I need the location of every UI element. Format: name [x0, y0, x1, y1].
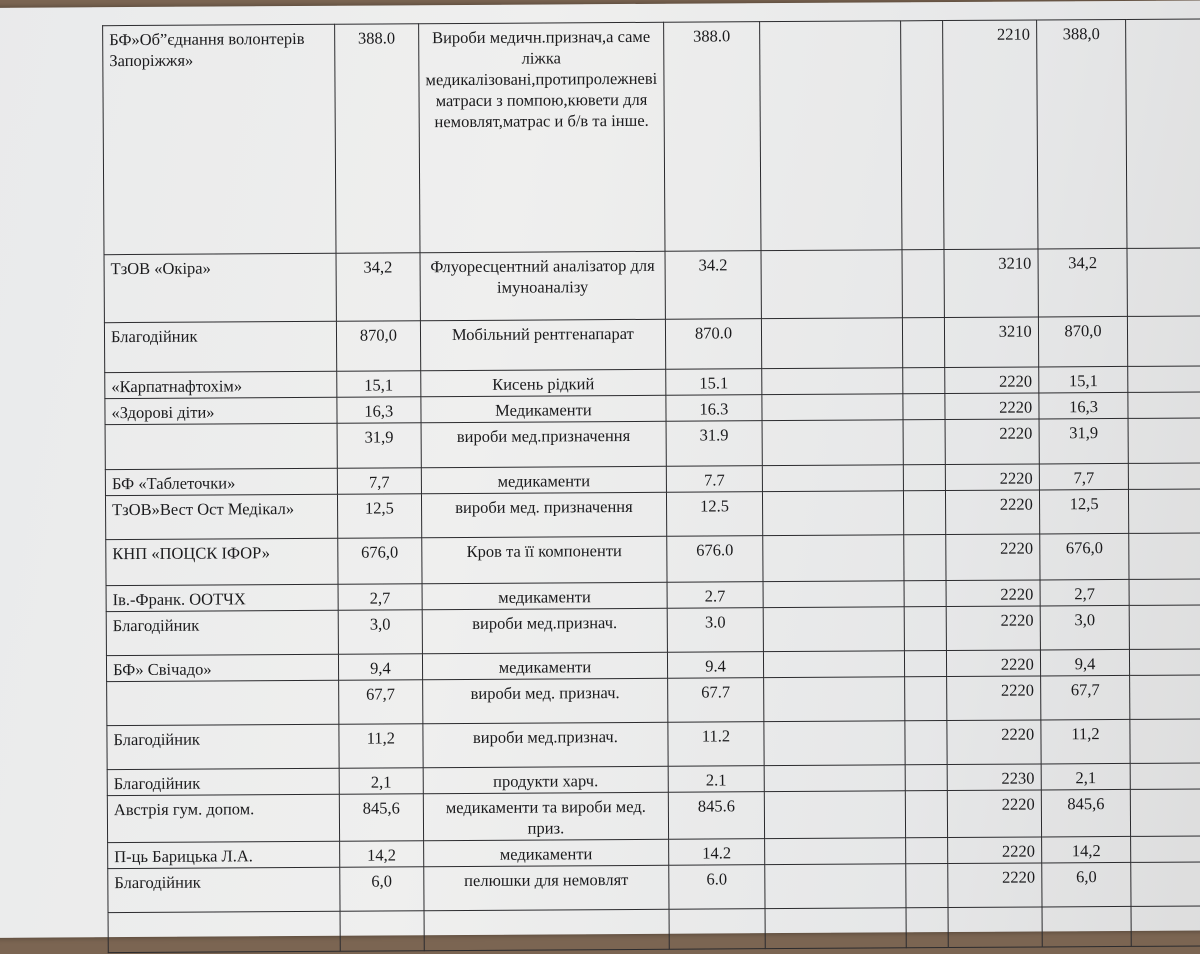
empty-cell — [1130, 719, 1200, 764]
description-cell: вироби мед. призначення — [422, 492, 667, 537]
empty-cell — [1127, 248, 1200, 317]
value-cell: 870.0 — [665, 319, 762, 370]
table-row — [105, 418, 1200, 470]
empty-cell — [761, 250, 903, 319]
amount-cell: 31,9 — [1039, 418, 1129, 464]
expense-code-cell: 2220 — [947, 720, 1041, 765]
amount-cell: 9,4 — [1040, 649, 1130, 676]
description-cell: Кров та її компоненти — [422, 536, 667, 583]
donor-name-cell: П-ць Барицька Л.А. — [108, 841, 340, 868]
value-cell: 67.7 — [667, 678, 764, 723]
expense-code-cell: 2220 — [947, 790, 1041, 838]
donor-name-cell: Благодійник — [107, 768, 339, 795]
description-cell: продукти харч. — [423, 766, 668, 793]
received-sum-cell: 6,0 — [339, 867, 424, 912]
empty-cell — [1131, 906, 1200, 947]
value-cell: 12.5 — [666, 492, 763, 537]
donor-name-cell: КНП «ПОЦСК ІФОР» — [106, 538, 338, 585]
value-cell: 16.3 — [666, 395, 763, 422]
value-cell: 34.2 — [665, 251, 762, 320]
empty-cell — [905, 721, 947, 765]
value-cell — [669, 909, 766, 950]
empty-cell — [763, 607, 904, 652]
value-cell: 2.7 — [667, 582, 764, 609]
expense-code-cell: 2230 — [947, 764, 1041, 791]
value-cell: 15.1 — [665, 369, 762, 396]
empty-cell — [906, 864, 948, 908]
amount-cell — [1042, 906, 1132, 947]
description-cell: вироби мед.признач. — [423, 722, 668, 767]
empty-cell — [904, 491, 946, 535]
empty-cell — [1130, 763, 1200, 790]
description-cell: Кисень рідкий — [421, 369, 666, 396]
donor-name-cell: «Карпатнафтохім» — [105, 371, 337, 398]
empty-cell — [1131, 836, 1200, 863]
value-cell: 14.2 — [668, 839, 765, 866]
expense-code-cell: 2220 — [944, 367, 1038, 394]
empty-cell — [1131, 789, 1200, 837]
empty-cell — [763, 581, 904, 608]
amount-cell: 34,2 — [1038, 248, 1128, 317]
received-sum-cell: 870,0 — [336, 321, 421, 372]
description-cell — [424, 909, 669, 950]
empty-cell — [904, 465, 946, 491]
donor-name-cell — [108, 911, 340, 952]
empty-cell — [762, 318, 903, 369]
empty-cell — [1128, 366, 1200, 393]
received-sum-cell: 676,0 — [337, 538, 422, 585]
description-cell: медикаменти — [421, 466, 666, 493]
empty-cell — [765, 864, 906, 909]
expense-code-cell: 3210 — [944, 249, 1039, 318]
value-cell: 2.1 — [668, 766, 765, 793]
amount-cell: 3,0 — [1040, 605, 1130, 650]
empty-cell — [903, 420, 945, 465]
value-cell: 9.4 — [667, 652, 764, 679]
amount-cell: 15,1 — [1038, 366, 1128, 393]
empty-cell — [905, 765, 947, 791]
empty-cell — [765, 908, 906, 949]
donor-name-cell: БФ» Свічадо» — [106, 654, 338, 681]
empty-cell — [764, 721, 905, 766]
description-cell: медикаменти — [423, 652, 668, 679]
empty-cell — [764, 651, 905, 678]
expense-code-cell: 2220 — [945, 490, 1039, 535]
description-cell: вироби мед.призначення — [421, 421, 666, 467]
expense-code-cell: 2220 — [946, 606, 1040, 651]
empty-cell — [901, 21, 944, 250]
description-cell: пелюшки для немовлят — [424, 865, 669, 910]
received-sum-cell: 12,5 — [337, 494, 422, 539]
donor-name-cell: Благодійник — [106, 610, 338, 655]
received-sum-cell: 845,6 — [339, 794, 424, 842]
donor-name-cell: Благодійник — [104, 321, 336, 372]
empty-cell — [904, 535, 946, 581]
received-sum-cell: 2,7 — [338, 584, 423, 611]
expense-code-cell: 2220 — [946, 676, 1040, 721]
empty-cell — [905, 677, 947, 721]
received-sum-cell: 7,7 — [337, 468, 422, 495]
received-sum-cell: 3,0 — [338, 610, 423, 655]
amount-cell: 388,0 — [1036, 19, 1127, 249]
empty-cell — [1128, 392, 1200, 419]
value-cell: 7.7 — [666, 466, 763, 493]
description-cell: Флуоресцентний аналізатор для імуноаналізу — [420, 251, 665, 320]
empty-cell — [905, 651, 947, 677]
amount-cell: 14,2 — [1041, 836, 1131, 863]
table-row — [107, 719, 1200, 770]
donor-name-cell: ТзОВ»Вест Ост Медікал» — [105, 494, 337, 539]
received-sum-cell: 2,1 — [339, 768, 424, 795]
expense-code-cell: 2220 — [946, 650, 1040, 677]
expense-code-cell: 2220 — [946, 580, 1040, 607]
received-sum-cell — [340, 911, 425, 952]
empty-cell — [762, 420, 903, 466]
amount-cell: 845,6 — [1041, 789, 1131, 837]
donor-name-cell: БФ «Таблеточки» — [105, 468, 337, 495]
table-row — [104, 248, 1200, 323]
empty-cell — [764, 677, 905, 722]
value-cell: 31.9 — [666, 421, 763, 467]
empty-cell — [762, 394, 903, 421]
empty-cell — [765, 838, 906, 865]
value-cell: 3.0 — [667, 608, 764, 653]
received-sum-cell: 34,2 — [336, 253, 421, 322]
empty-cell — [1130, 675, 1200, 720]
empty-cell — [906, 908, 948, 948]
table-row — [107, 789, 1200, 843]
donor-name-cell: Ів.-Франк. ООТЧХ — [106, 584, 338, 611]
amount-cell: 16,3 — [1039, 392, 1129, 419]
table-body — [103, 19, 1200, 953]
received-sum-cell: 11,2 — [339, 724, 424, 769]
table-row — [104, 316, 1200, 373]
received-sum-cell: 14,2 — [339, 841, 424, 868]
amount-cell: 11,2 — [1041, 719, 1131, 764]
empty-cell — [1129, 579, 1200, 606]
empty-cell — [1126, 19, 1200, 249]
table-row — [105, 489, 1200, 540]
empty-cell — [762, 368, 903, 395]
expense-code-cell: 2220 — [945, 393, 1039, 420]
expense-code-cell: 2220 — [945, 419, 1039, 465]
empty-cell — [764, 791, 905, 839]
received-sum-cell: 388.0 — [334, 24, 420, 254]
donor-name-cell: Австрія гум. допом. — [107, 794, 339, 842]
donations-table — [102, 18, 1200, 953]
description-cell: Медикаменти — [421, 395, 666, 422]
description-cell: Вироби медичн.признач,а саме ліжка медикалізовані,протипролежневі матраси з помпою,кювети для немовлят,матрас и б/в та інше. — [419, 22, 665, 252]
table-row — [106, 533, 1200, 586]
empty-cell — [763, 535, 904, 582]
donor-name-cell: Благодійник — [107, 724, 339, 769]
amount-cell: 12,5 — [1039, 489, 1129, 534]
empty-cell — [763, 491, 904, 536]
expense-code-cell: 2220 — [945, 534, 1039, 581]
empty-cell — [904, 581, 946, 607]
description-cell: Мобільний рентгенапарат — [420, 319, 665, 370]
amount-cell: 67,7 — [1040, 675, 1130, 720]
expense-code-cell: 2220 — [945, 464, 1039, 491]
expense-code-cell: 2220 — [947, 863, 1041, 908]
amount-cell: 870,0 — [1038, 316, 1128, 367]
donor-name-cell — [107, 680, 339, 725]
amount-cell: 7,7 — [1039, 463, 1129, 490]
expense-code-cell: 3210 — [944, 317, 1038, 368]
value-cell: 6.0 — [668, 865, 765, 910]
value-cell: 845.6 — [668, 792, 765, 840]
empty-cell — [1130, 649, 1200, 676]
empty-cell — [906, 838, 948, 864]
empty-cell — [902, 250, 944, 318]
received-sum-cell: 67,7 — [338, 680, 423, 725]
empty-cell — [903, 318, 945, 368]
donor-name-cell: «Здорові діти» — [105, 397, 337, 424]
empty-cell — [1128, 418, 1200, 464]
description-cell: вироби мед. признач. — [423, 678, 668, 723]
donor-name-cell — [105, 423, 337, 469]
amount-cell: 676,0 — [1040, 533, 1130, 580]
description-cell: медикаменти — [422, 582, 667, 609]
empty-cell — [1128, 316, 1200, 367]
empty-cell — [906, 791, 948, 838]
table-row — [107, 675, 1200, 726]
empty-cell — [1129, 489, 1200, 534]
empty-cell — [1129, 463, 1200, 490]
empty-cell — [1130, 605, 1200, 650]
donor-name-cell: Благодійник — [108, 867, 340, 912]
table-row — [106, 605, 1200, 656]
value-cell: 676.0 — [666, 536, 763, 583]
description-cell: медикаменти — [424, 839, 669, 866]
table-row — [103, 19, 1200, 255]
description-cell: медикаменти та вироби мед. приз. — [423, 792, 668, 840]
received-sum-cell: 9,4 — [338, 654, 423, 681]
empty-cell — [903, 368, 945, 394]
empty-cell — [764, 765, 905, 792]
received-sum-cell: 16,3 — [337, 397, 422, 424]
empty-cell — [903, 394, 945, 420]
table-row — [108, 906, 1200, 953]
received-sum-cell: 15,1 — [336, 371, 421, 398]
donor-name-cell: ТзОВ «Окіра» — [104, 253, 336, 322]
empty-cell — [762, 465, 903, 492]
table-row — [108, 862, 1200, 913]
expense-code-cell: 2220 — [947, 837, 1041, 864]
donor-name-cell: БФ»Об”єднання волонтерів Запоріжжя» — [103, 24, 336, 254]
empty-cell — [760, 21, 902, 251]
description-cell: вироби мед.признач. — [422, 608, 667, 653]
expense-code-cell — [948, 907, 1042, 948]
amount-cell: 2,7 — [1040, 579, 1130, 606]
value-cell: 388.0 — [663, 22, 761, 252]
empty-cell — [1129, 533, 1200, 580]
received-sum-cell: 31,9 — [337, 423, 422, 469]
amount-cell: 2,1 — [1041, 763, 1131, 790]
empty-cell — [904, 607, 946, 651]
value-cell: 11.2 — [668, 722, 765, 767]
expense-code-cell: 2210 — [942, 20, 1038, 250]
amount-cell: 6,0 — [1042, 862, 1132, 907]
